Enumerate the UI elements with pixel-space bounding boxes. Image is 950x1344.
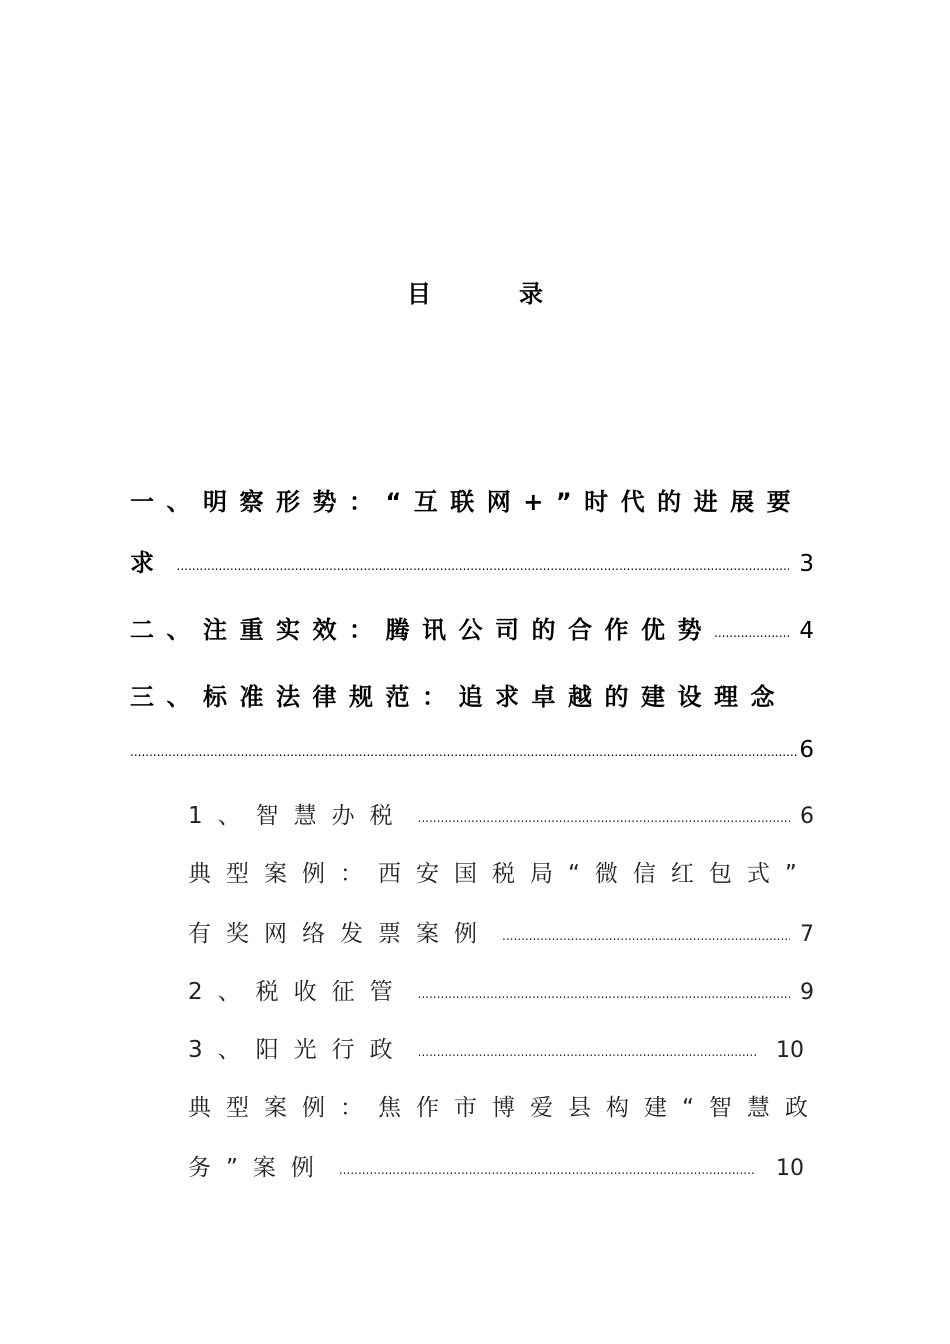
toc-case-2-text-cont: 务”案例 (188, 1155, 329, 1181)
toc-leader-dots (418, 987, 790, 1001)
toc-entry-1-page: 3 (799, 551, 814, 577)
toc-entry-1-line-1[interactable] (130, 482, 820, 517)
toc-case-1-line-2[interactable] (188, 915, 814, 948)
toc-entry-2-text: 二、注重实效：腾讯公司的合作优势 (130, 616, 714, 644)
toc-entry-3-page: 6 (799, 737, 814, 763)
toc-entry-3-1[interactable] (188, 797, 814, 830)
toc-entry-3-2-text: 2、税收征管 (188, 979, 408, 1005)
toc-leader-dots (418, 1045, 756, 1059)
toc-entry-3-3[interactable] (188, 1031, 804, 1064)
toc-case-1-text: 典型案例：西安国税局“微信红包式” (188, 861, 812, 887)
toc-case-1-text-cont: 有奖网络发票案例 (188, 921, 492, 947)
toc-entry-1-text-cont: 求 (130, 549, 167, 577)
toc-entry-2-page: 4 (799, 618, 814, 644)
toc-case-1-line-1[interactable] (188, 855, 828, 888)
toc-entry-3-2-page: 9 (800, 980, 814, 1005)
title-char-2: 录 (519, 280, 543, 308)
toc-entry-2[interactable] (130, 610, 814, 645)
toc-entry-1-text: 一、明察形势：“互联网+”时代的进展要 (130, 488, 804, 516)
toc-entry-1-line-2[interactable] (130, 543, 814, 578)
toc-leader-dots (130, 745, 797, 759)
toc-leader-dots (339, 1163, 756, 1177)
page-title (0, 274, 950, 309)
toc-entry-3-1-page: 6 (800, 804, 814, 829)
toc-entry-3-3-page: 10 (776, 1038, 804, 1063)
toc-leader-dots (714, 626, 789, 640)
title-char-1: 目 (407, 280, 431, 308)
toc-leader-dots (177, 559, 790, 573)
toc-entry-3-3-text: 3、阳光行政 (188, 1037, 408, 1063)
toc-leader-dots (502, 929, 790, 943)
toc-case-1-page: 7 (800, 922, 814, 947)
toc-entry-3-line-2[interactable] (130, 737, 814, 763)
toc-entry-3-line-1[interactable] (130, 677, 820, 712)
toc-case-2-text: 典型案例：焦作市博爱县构建“智慧政 (188, 1095, 823, 1121)
toc-entry-3-2[interactable] (188, 973, 814, 1006)
toc-entry-3-1-text: 1、智慧办税 (188, 803, 408, 829)
toc-case-2-line-1[interactable] (188, 1089, 828, 1122)
toc-leader-dots (418, 811, 790, 825)
toc-case-2-page: 10 (776, 1156, 804, 1181)
toc-entry-3-text: 三、标准法律规范：追求卓越的建设理念 (130, 683, 787, 711)
toc-case-2-line-2[interactable] (188, 1149, 804, 1182)
